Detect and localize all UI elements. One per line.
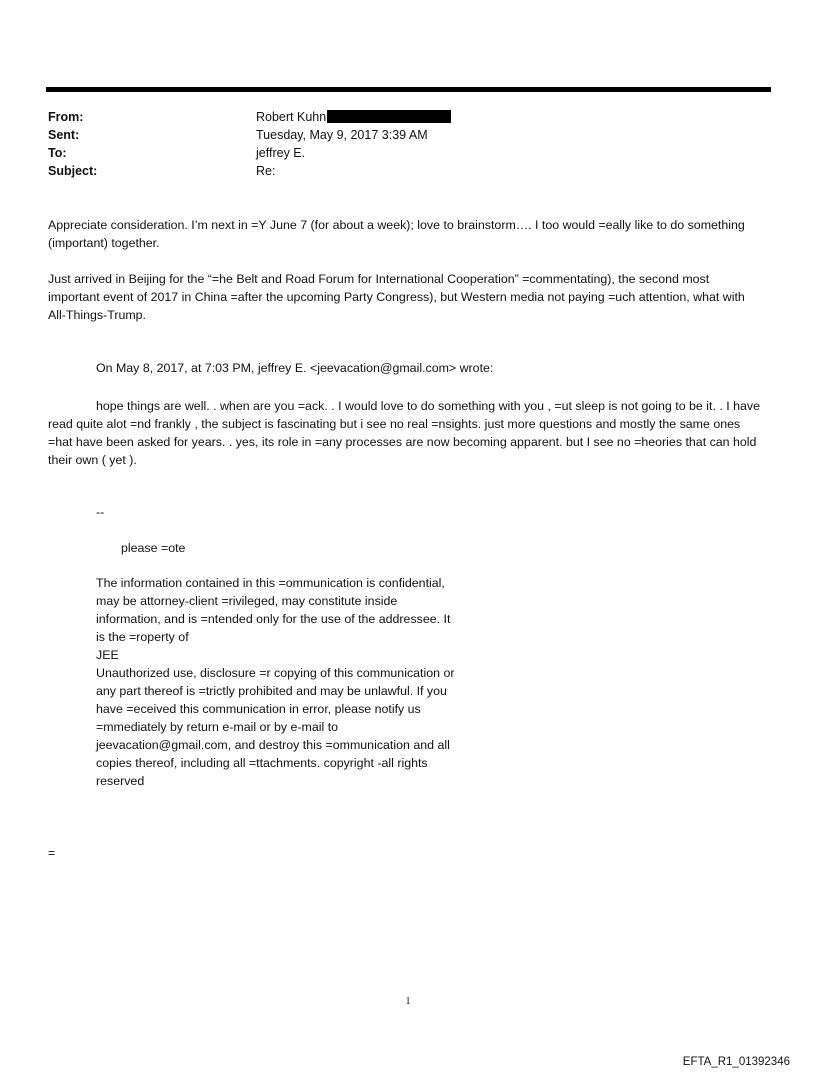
subject-label: Subject:: [48, 164, 98, 178]
disclaimer-part-3: Unauthorized use, disclosure =r copying of this communication or any part thereof is =trictly prohibited and may be unlawful. If you have =eceived this communication in error, please notify us =mmediately by return e-mail or by e-mail to jeevacation@gmail.com, and destroy this =ommunication and all copies thereof, including all =ttachments. copyright -all rights reserved: [96, 666, 455, 788]
sent-label: Sent:: [48, 128, 80, 142]
page-number: 1: [405, 996, 411, 1007]
please-note: please =ote: [121, 541, 186, 555]
quote-intro: On May 8, 2017, at 7:03 PM, jeffrey E. <jeevacation@gmail.com> wrote:: [96, 361, 494, 375]
subject-value: Re:: [256, 164, 276, 178]
to-label: To:: [48, 146, 67, 160]
to-value: jeffrey E.: [256, 146, 306, 160]
body-paragraph-2: Just arrived in Beijing for the “=he Belt and Road Forum for International Cooperation” =commentating), the second most important event of 2017 in China =after the upcoming Party Congress), but Western media not paying =uch attention, what with All-Things-Trump.: [48, 272, 745, 322]
disclaimer-part-2: JEE: [96, 648, 119, 662]
sent-value: Tuesday, May 9, 2017 3:39 AM: [256, 128, 428, 142]
signature-dash: --: [96, 505, 105, 519]
body-paragraph-1: Appreciate consideration. I’m next in =Y June 7 (for about a week); love to brainstorm…. I too would =eally like to do something (important) together.: [48, 218, 745, 250]
redaction-bar: [327, 110, 451, 123]
from-value: [256, 110, 451, 124]
document-id: EFTA_R1_01392346: [682, 1056, 790, 1068]
header-rule: [46, 87, 771, 92]
sender-name: Robert Kuhn: [256, 110, 327, 124]
from-label: From:: [48, 110, 84, 124]
disclaimer-part-1: The information contained in this =ommunication is confidential, may be attorney-client =rivileged, may constitute inside information, and is =ntended only for the use of the addressee. It is the =roperty of: [96, 576, 451, 644]
quoted-message: hope things are well. . when are you =ack. . I would love to do something with you , =ut sleep is not going to be it. . I have read quite alot =nd frankly , the subject is fascinating but i see no real =nsights. just more questions and mostly the same ones =hat have been asked for years. . yes, its role in =any processes are now becoming apparent. but I see no =heories that can hold their own ( yet ).: [48, 399, 760, 467]
trailing-equals: =: [48, 846, 56, 860]
